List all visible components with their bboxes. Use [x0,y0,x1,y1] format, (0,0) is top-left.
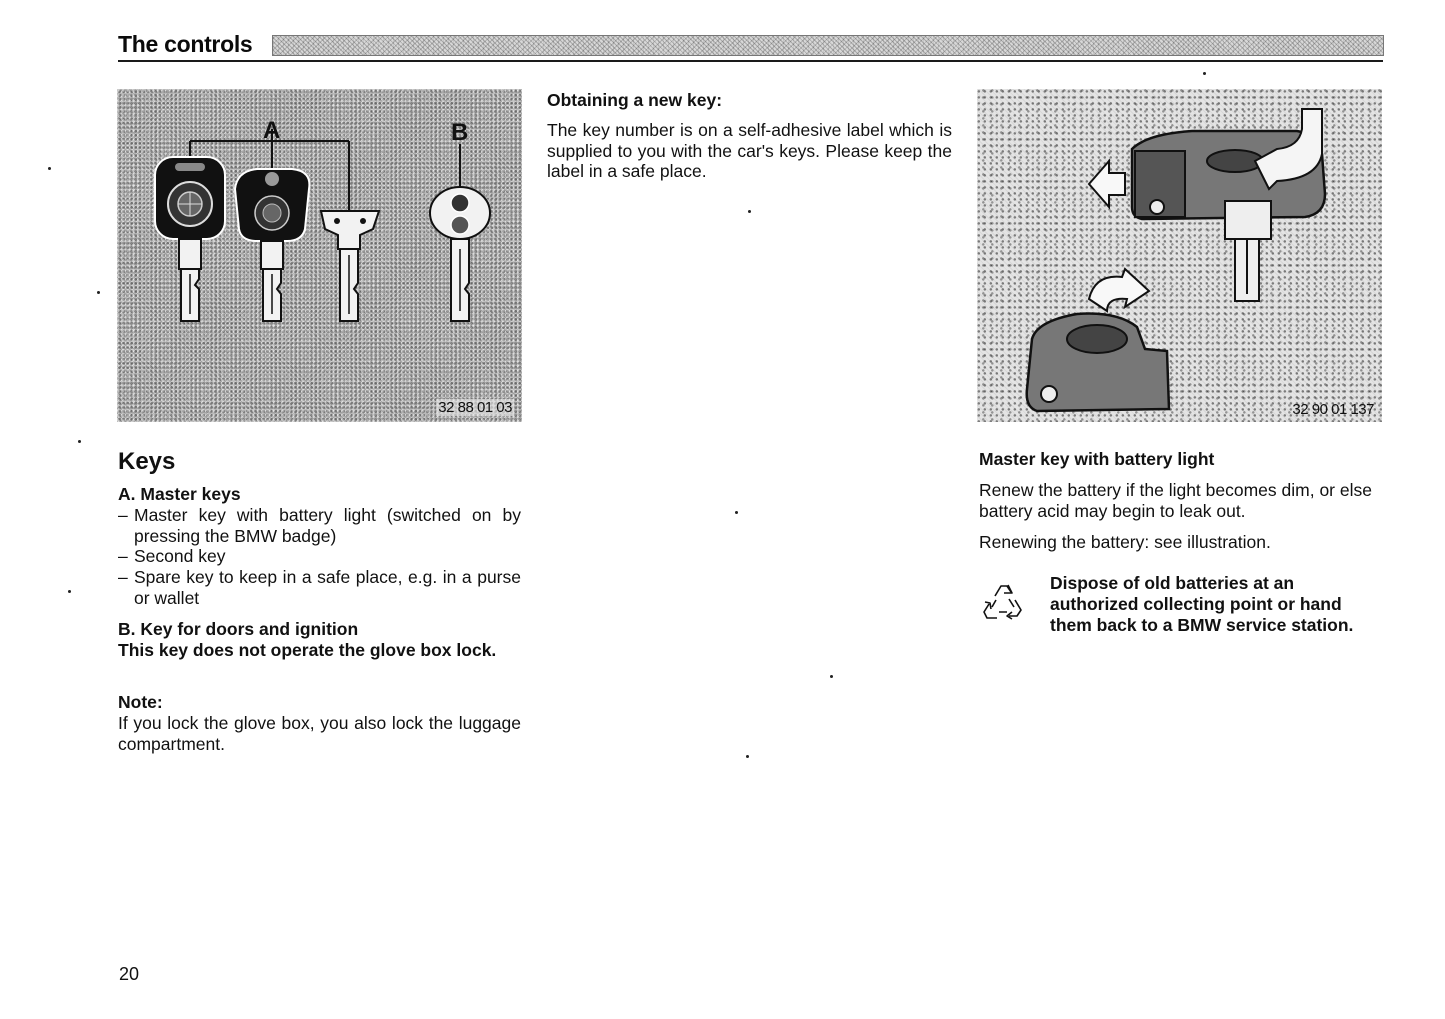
figure-code: 32 90 01 137 [1292,401,1374,418]
scan-artifact [68,590,71,593]
battery-renewal-illustration [977,89,1382,422]
master-key-1-icon [155,157,225,321]
note-text: If you lock the glove box, you also lock the luggage compartment. [118,713,521,754]
label-a: A [263,117,281,144]
note-section [118,692,521,754]
header-decorative-band [272,35,1384,56]
obtaining-key-heading: Obtaining a new key: [547,90,723,110]
note-title: Note: [118,692,163,712]
page-number: 20 [119,964,140,984]
door-key-section [118,619,521,661]
figure-code: 32 88 01 03 [438,399,512,416]
spare-key-icon [321,211,379,321]
obtaining-key-text: The key number is on a self-adhesive label which is supplied to you with the car's keys. Please keep the label in a safe place. [547,120,952,182]
door-key-title: B. Key for doors and ignition [118,619,359,639]
master-key-2-icon [235,169,309,321]
scan-artifact [748,210,751,213]
keys-illustration [117,89,522,422]
scan-artifact [735,511,738,514]
scan-artifact [830,675,833,678]
recycle-icon [979,580,1019,630]
battery-renew-paragraph: Renew the battery if the light becomes dim, or else battery acid may begin to leak out. [979,480,1372,521]
master-keys-title: A. Master keys [118,484,241,504]
keys-heading: Keys [118,448,176,475]
scan-artifact [97,291,100,294]
door-key-warning: This key does not operate the glove box lock. [118,640,497,660]
scan-artifact [746,755,749,758]
list-item: – Second key [118,546,226,567]
master-keys-list [118,505,521,609]
door-ignition-key-icon [430,187,490,321]
scan-artifact [78,440,81,443]
battery-illustration-reference: Renewing the battery: see illustration. [979,532,1271,552]
closed-key-housing-icon [1027,269,1169,411]
label-b: B [451,119,469,146]
section-title: The controls [118,31,253,57]
battery-drawing [977,89,1382,422]
battery-light-heading: Master key with battery light [979,449,1215,469]
recycle-notice-text: Dispose of old batteries at an authorized collecting point or hand them back to a BMW service station. [1050,573,1354,635]
header-rule [118,60,1383,62]
list-item: – Master key with battery light (switched on by pressing the BMW badge) [118,505,521,546]
scan-artifact [1203,72,1206,75]
list-item: – Spare key to keep in a safe place, e.g. in a purse or wallet [118,567,521,608]
master-keys-section [118,484,521,609]
scan-artifact [48,167,51,170]
